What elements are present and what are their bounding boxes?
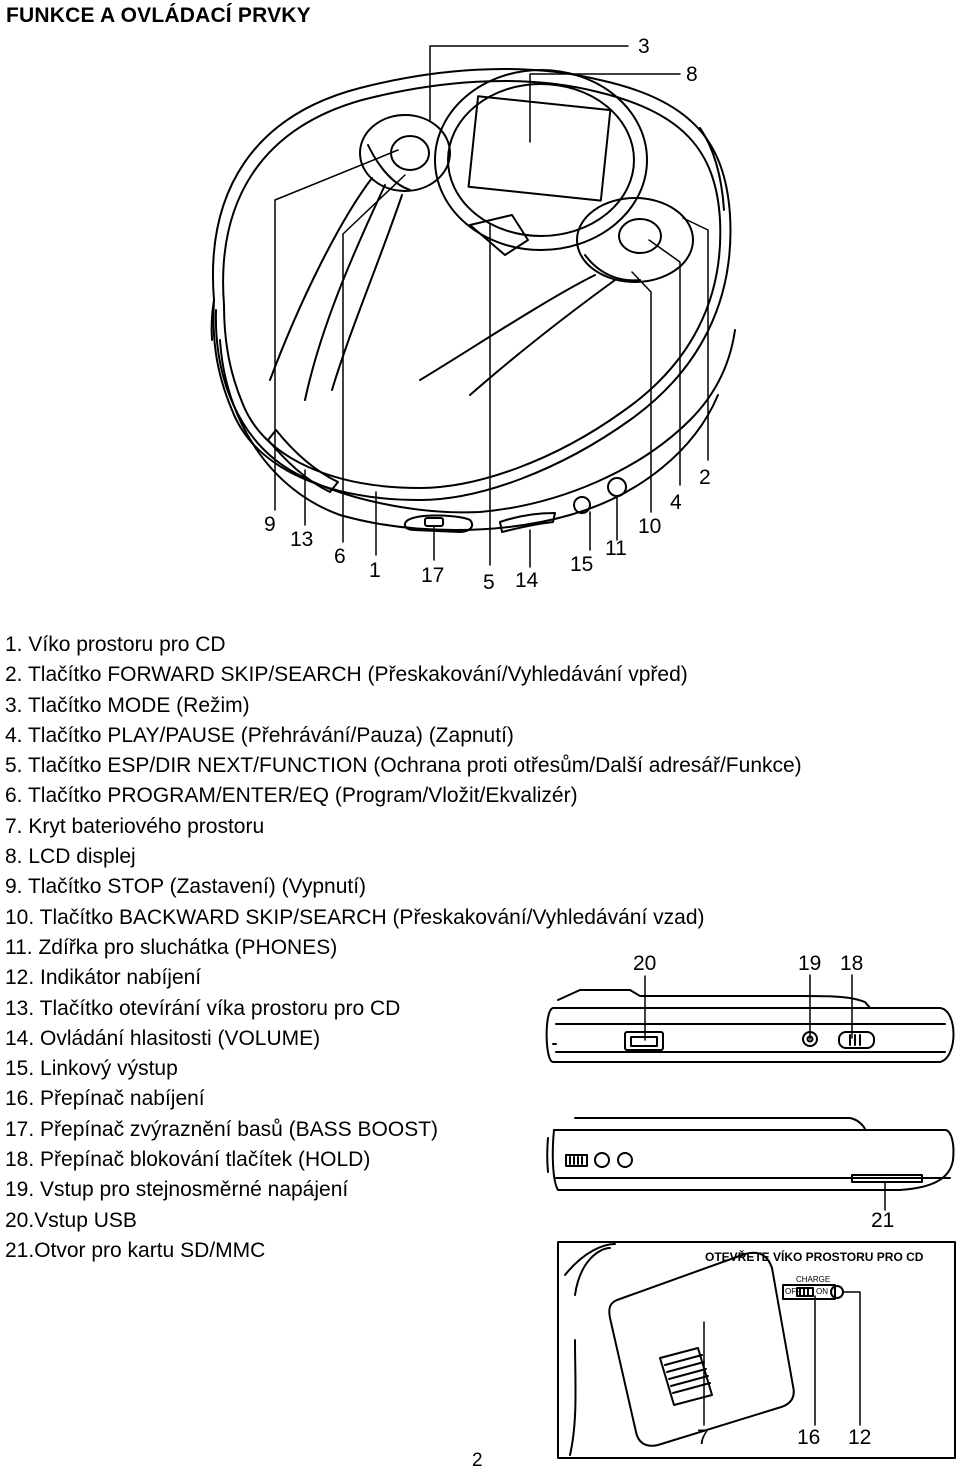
legend-item: 16. Přepínač nabíjení — [5, 1087, 205, 1111]
legend-item: 19. Vstup pro stejnosměrné napájení — [5, 1178, 349, 1202]
legend-item: 15. Linkový výstup — [5, 1057, 178, 1081]
callout-15: 15 — [570, 553, 594, 576]
legend-item: 12. Indikátor nabíjení — [5, 966, 202, 990]
player-top-view — [212, 69, 735, 532]
legend-item: 21.Otvor pro kartu SD/MMC — [5, 1238, 266, 1262]
callout-16: 16 — [797, 1426, 821, 1449]
legend-item: 3. Tlačítko MODE (Režim) — [5, 693, 250, 717]
callout-21: 21 — [871, 1209, 895, 1232]
charge-switch-title: CHARGE — [796, 1275, 831, 1284]
legend-item: 10. Tlačítko BACKWARD SKIP/SEARCH (Přeskakování/Vyhledávání vzad) — [5, 905, 705, 929]
legend-item: 6. Tlačítko PROGRAM/ENTER/EQ (Program/Vložit/Ekvalizér) — [5, 784, 578, 808]
legend-item: 8. LCD displej — [5, 845, 136, 869]
player-bottom-view — [558, 1242, 955, 1458]
legend-item: 14. Ovládání hlasitosti (VOLUME) — [5, 1026, 321, 1050]
callout-1: 1 — [369, 559, 381, 582]
page-title: FUNKCE A OVLÁDACÍ PRVKY — [6, 4, 311, 27]
legend-item: 5. Tlačítko ESP/DIR NEXT/FUNCTION (Ochrana proti otřesům/Další adresář/Funkce) — [5, 754, 802, 778]
callout-20: 20 — [633, 952, 657, 975]
legend-item: 1. Víko prostoru pro CD — [5, 633, 226, 656]
callout-2: 2 — [699, 466, 711, 489]
callout-9: 9 — [264, 513, 276, 536]
callout-6: 6 — [334, 545, 346, 568]
callout-13: 13 — [290, 528, 314, 551]
legend-item: 18. Přepínač blokování tlačítek (HOLD) — [5, 1148, 371, 1172]
callout-10: 10 — [638, 515, 662, 538]
charge-switch-off: OFF — [785, 1287, 801, 1296]
lcd-bezel — [435, 70, 647, 255]
callout-4: 4 — [670, 491, 682, 514]
play-pause-button — [577, 198, 693, 282]
legend-item: 4. Tlačítko PLAY/PAUSE (Přehrávání/Pauza) (Zapnutí) — [5, 723, 514, 747]
legend-item: 9. Tlačítko STOP (Zastavení) (Vypnutí) — [5, 875, 367, 899]
callout-11: 11 — [605, 537, 627, 560]
legend-item: 17. Přepínač zvýraznění basů (BASS BOOST) — [5, 1117, 439, 1141]
legend-item: 13. Tlačítko otevírání víka prostoru pro CD — [5, 996, 401, 1020]
callout-19: 19 — [798, 952, 822, 975]
charge-switch-on: ON — [816, 1287, 828, 1296]
legend-item: 2. Tlačítko FORWARD SKIP/SEARCH (Přeskakování/Vyhledávání vpřed) — [5, 663, 688, 687]
callout-3: 3 — [638, 35, 650, 58]
legend-item: 20.Vstup USB — [5, 1208, 137, 1232]
callout-12: 12 — [848, 1426, 872, 1449]
callout-18: 18 — [840, 952, 864, 975]
callout-7: 7 — [697, 1426, 709, 1449]
feature-legend — [5, 632, 802, 1268]
callout-8: 8 — [686, 63, 698, 86]
open-lid-label: OTEVŘETE VÍKO PROSTORU PRO CD — [705, 1250, 924, 1264]
page-number: 2 — [472, 1450, 483, 1471]
callout-17: 17 — [421, 564, 445, 587]
legend-item: 11. Zdířka pro sluchátka (PHONES) — [5, 935, 338, 959]
callout-14: 14 — [515, 569, 539, 592]
legend-item: 7. Kryt bateriového prostoru — [5, 814, 265, 838]
callout-5: 5 — [483, 571, 495, 594]
battery-cover — [609, 1253, 793, 1449]
